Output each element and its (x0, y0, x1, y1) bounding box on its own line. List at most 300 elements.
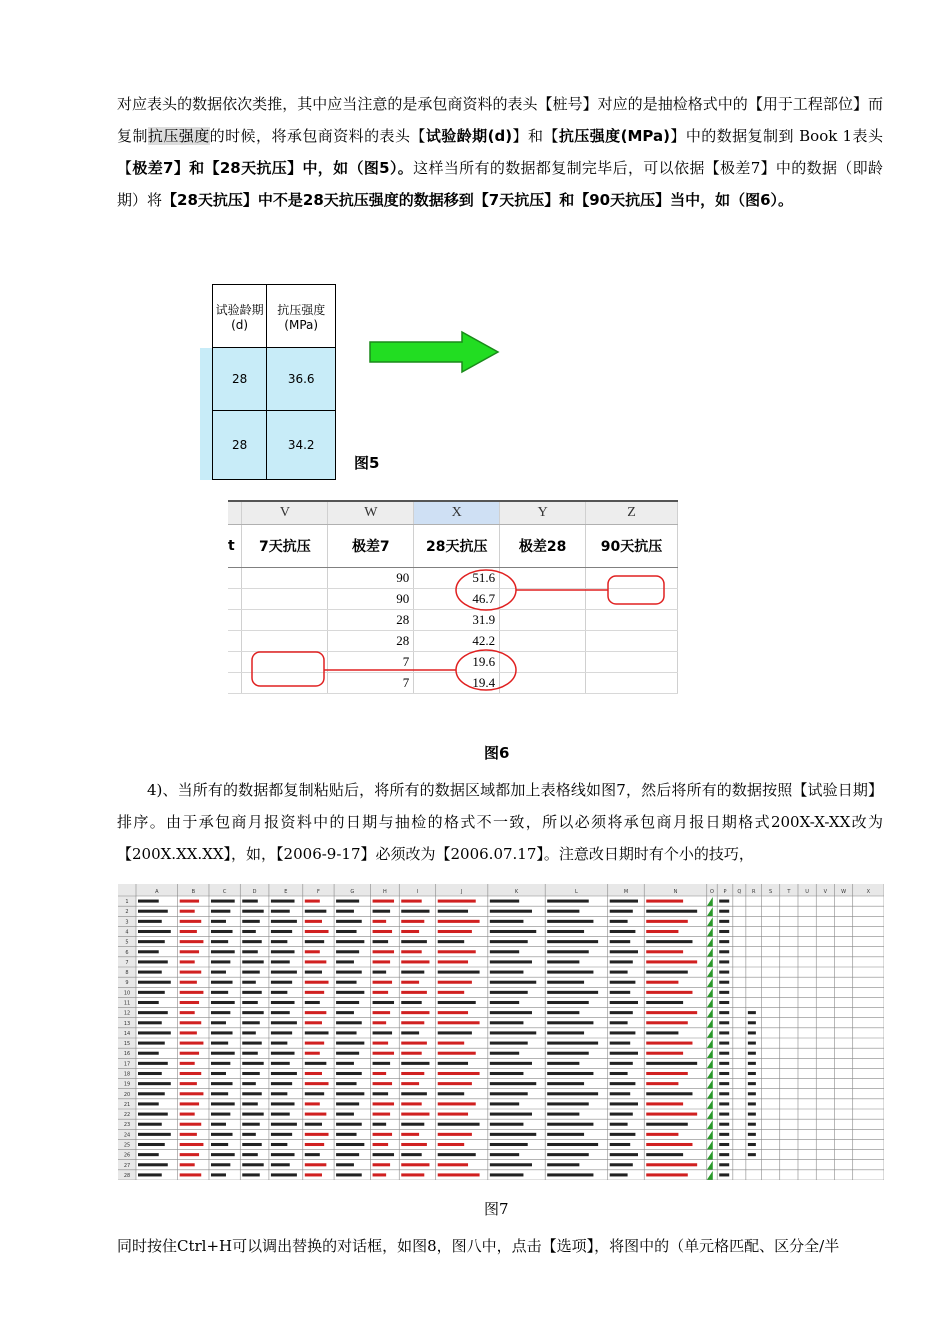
fig7-cell-text (401, 1062, 429, 1065)
fig7-cell-text (490, 1001, 519, 1004)
fig7-cell-text (180, 1042, 204, 1045)
para1-text-1: 对应表头的数据依次类推，其中应当注意的是承包商资料的表头【桩号】对应的是抽检格式中的【用于工程部位】而复制 (117, 95, 883, 145)
fig7-cell-text (610, 1173, 628, 1176)
fig6-annotations (228, 500, 678, 710)
fig7-cell-text (305, 940, 324, 943)
fig7-cell-text (271, 1123, 297, 1126)
fig7-cell-text (211, 1062, 230, 1065)
fig7-cell-text (305, 1062, 327, 1065)
fig7-cell-text (401, 930, 419, 933)
fig7-cell-text (490, 1011, 532, 1014)
fig7-cell-text (336, 1062, 354, 1065)
fig7-cell-text (547, 1001, 589, 1004)
fig7-cell-text (373, 1011, 391, 1014)
fig7-cell-text (610, 1001, 638, 1004)
fig7-cell-text (242, 1052, 258, 1055)
para1-text-7: 】中的数据复制到 Book 1表头【 (117, 127, 883, 177)
fig7-cell-text (748, 1042, 756, 1045)
fig7-cell-text (610, 1011, 633, 1014)
fig5-header-age: 试验龄期(d) (212, 285, 267, 348)
fig7-green-marker (707, 1130, 713, 1139)
fig7-cell-text (438, 930, 472, 933)
fig7-cell-text (547, 1153, 589, 1156)
fig7-cell-text (438, 1001, 476, 1004)
fig7-cell-text (242, 1113, 263, 1116)
fig7-row-number: 27 (123, 1162, 131, 1169)
fig7-cell-text (610, 981, 636, 984)
fig7-cell-text (438, 1133, 472, 1136)
fig7-row-number: 23 (123, 1122, 131, 1129)
fig7-cell-text (438, 920, 480, 923)
fig7-row-number: 7 (125, 959, 129, 966)
fig7-cell-text (610, 1123, 628, 1126)
fig7-cell-text (211, 1153, 235, 1156)
fig7-cell-text (305, 1072, 322, 1075)
fig7-cell-text (438, 1062, 468, 1065)
fig7-cell-text (547, 1092, 598, 1095)
fig6-field-header: 极差7 (328, 525, 414, 568)
fig7-cell-text (547, 1021, 593, 1024)
fig7-cell-text (180, 1021, 202, 1024)
fig7-green-marker (707, 1019, 713, 1028)
fig7-cell-text (373, 1021, 387, 1024)
fig7-cell-text (490, 971, 524, 974)
fig7-cell-text (490, 910, 532, 913)
figure-5-table (200, 284, 336, 474)
fig7-green-marker (707, 1039, 713, 1048)
fig7-col-letter: L (575, 889, 578, 895)
fig7-cell-text (336, 1052, 359, 1055)
fig7-cell-text (719, 991, 729, 994)
fig7-cell-text (373, 1031, 392, 1034)
fig7-cell-text (211, 1163, 230, 1166)
fig7-cell-text (373, 1153, 394, 1156)
fig7-green-marker (707, 1151, 713, 1160)
fig7-cell-text (180, 950, 199, 953)
fig7-cell-text (438, 1052, 476, 1055)
fig7-cell-text (271, 971, 297, 974)
fig7-cell-text (271, 930, 292, 933)
fig7-cell-text (547, 1072, 593, 1075)
fig7-cell-text (211, 1082, 233, 1085)
fig7-cell-text (336, 981, 356, 984)
fig6-circle-7 (456, 650, 516, 690)
fig7-cell-text (401, 971, 424, 974)
fig7-cell-text (336, 950, 359, 953)
fig7-cell-text (438, 1031, 472, 1034)
fig7-cell-text (610, 991, 630, 994)
fig7-green-marker (707, 1120, 713, 1129)
fig7-cell-text (180, 900, 199, 903)
fig7-cell-text (271, 981, 292, 984)
fig7-cell-text (373, 1082, 392, 1085)
fig7-cell-text (610, 1062, 633, 1065)
fig7-cell-text (646, 991, 692, 994)
fig7-cell-text (271, 910, 290, 913)
fig7-cell-text (646, 910, 697, 913)
fig7-cell-text (719, 1092, 729, 1095)
fig7-cell-text (610, 1021, 628, 1024)
fig7-cell-text (719, 930, 729, 933)
fig6-field-header: 极差28 (500, 525, 586, 568)
fig7-cell-text (271, 1102, 295, 1105)
fig7-cell-text (305, 1031, 329, 1034)
fig7-cell-text (748, 1082, 756, 1085)
fig7-cell-text (401, 910, 429, 913)
fig7-cell-text (271, 1001, 295, 1004)
fig7-cell-text (138, 910, 168, 913)
fig7-cell-text (271, 1052, 295, 1055)
fig7-cell-text (211, 1001, 235, 1004)
fig7-cell-text (138, 1052, 159, 1055)
fig7-cell-text (719, 940, 729, 943)
fig7-cell-text (401, 1143, 427, 1146)
para1-highlight: 抗压强度 (147, 127, 210, 145)
fig7-cell-text (719, 1052, 729, 1055)
fig7-row-number: 22 (123, 1112, 131, 1119)
fig7-cell-text (490, 981, 536, 984)
fig7-cell-text (180, 940, 204, 943)
fig7-cell-text (211, 940, 228, 943)
fig7-col-letter: U (805, 889, 809, 895)
fig7-cell-text (719, 950, 729, 953)
fig7-cell-text (373, 1062, 391, 1065)
fig7-cell-text (748, 1123, 756, 1126)
fig7-cell-text (271, 1153, 295, 1156)
fig7-cell-text (242, 1001, 258, 1004)
fig7-cell-text (547, 950, 589, 953)
fig7-cell-text (271, 1082, 292, 1085)
fig7-cell-text (180, 1123, 202, 1126)
fig7-cell-text (271, 940, 287, 943)
fig7-cell-text (401, 1052, 421, 1055)
fig7-cell-text (336, 1082, 356, 1085)
fig7-cell-text (490, 1062, 532, 1065)
fig7-cell-text (211, 1143, 228, 1146)
fig7-cell-text (305, 981, 329, 984)
fig7-cell-text (719, 981, 729, 984)
fig7-cell-text (401, 981, 419, 984)
fig7-cell-text (610, 1072, 628, 1075)
para1-bold-age: 试验龄期(d) (425, 127, 513, 145)
fig7-row-number: 17 (123, 1061, 131, 1068)
fig7-cell-text (373, 910, 391, 913)
fig7-cell-text (180, 1133, 197, 1136)
fig7-cell-text (180, 991, 204, 994)
fig7-green-marker (707, 1140, 713, 1149)
fig7-cell-text (242, 1082, 256, 1085)
fig7-cell-text (719, 1062, 729, 1065)
fig7-cell-text (610, 1052, 638, 1055)
fig7-cell-text (242, 1031, 256, 1034)
fig7-cell-text (719, 1143, 729, 1146)
fig7-cell-text (305, 1163, 327, 1166)
fig7-cell-text (373, 1133, 392, 1136)
fig7-cell-text (401, 1042, 427, 1045)
fig6-cell-x: 19.4 (414, 673, 500, 694)
fig7-cell-text (490, 1082, 536, 1085)
fig7-cell-text (138, 920, 162, 923)
paragraph-2 (117, 774, 883, 870)
paragraph-1 (117, 88, 883, 216)
fig7-cell-text (646, 1072, 688, 1075)
fig7-cell-text (242, 1042, 261, 1045)
fig7-cell-text (646, 1163, 697, 1166)
fig7-cell-text (242, 1173, 260, 1176)
fig5-stub (200, 411, 212, 480)
fig7-cell-text (180, 1143, 204, 1146)
fig7-row-number: 15 (123, 1041, 131, 1048)
fig7-cell-text (719, 1133, 729, 1136)
fig7-cell-text (401, 960, 429, 963)
fig6-cell-x: 31.9 (414, 610, 500, 631)
fig7-cell-text (547, 960, 579, 963)
fig7-cell-text (490, 1052, 519, 1055)
fig7-cell-text (748, 1113, 756, 1116)
fig7-cell-text (336, 910, 354, 913)
fig7-cell-text (401, 1113, 429, 1116)
fig7-cell-text (438, 950, 476, 953)
fig6-cell-x: 46.7 (414, 589, 500, 610)
arrow-shape (370, 332, 498, 372)
fig5-age-cell: 28 (212, 348, 267, 411)
fig7-cell-text (138, 981, 171, 984)
fig6-col-letter-selected: X (414, 502, 500, 525)
para1-bold-range: 极差7】和【28天抗压】中，如（图5）。 (132, 159, 414, 177)
fig7-cell-text (748, 1143, 756, 1146)
fig7-col-letter: T (787, 889, 791, 895)
fig7-cell-text (305, 1011, 327, 1014)
fig7-cell-text (610, 950, 638, 953)
fig7-cell-text (242, 950, 258, 953)
fig7-cell-text (305, 950, 320, 953)
fig7-col-letter: N (673, 889, 678, 895)
fig7-cell-text (401, 900, 421, 903)
fig7-cell-text (373, 1143, 389, 1146)
fig7-col-letter: I (416, 889, 419, 895)
fig6-col-letter: V (242, 502, 328, 525)
fig7-cell-text (271, 1092, 287, 1095)
fig7-cell-text (138, 1143, 165, 1146)
fig7-cell-text (242, 910, 263, 913)
fig7-cell-text (180, 1113, 195, 1116)
fig7-cell-text (138, 940, 165, 943)
fig7-cell-text (547, 1173, 593, 1176)
figure-6-spreadsheet (228, 500, 678, 710)
fig7-cell-text (242, 1102, 258, 1105)
fig7-cell-text (373, 981, 392, 984)
fig7-cell-text (401, 950, 421, 953)
fig7-cell-text (336, 940, 364, 943)
fig7-cell-text (211, 991, 228, 994)
fig7-cell-text (719, 1021, 729, 1024)
fig7-cell-text (610, 1092, 630, 1095)
fig7-cell-text (271, 1031, 292, 1034)
fig7-cell-text (438, 910, 468, 913)
fig7-cell-text (242, 940, 261, 943)
fig7-cell-text (138, 1031, 171, 1034)
fig7-cell-text (719, 1082, 729, 1085)
fig7-cell-text (211, 960, 230, 963)
fig7-cell-text (336, 930, 356, 933)
figure-7-caption: 图7 (484, 1200, 509, 1218)
fig7-cell-text (138, 1133, 171, 1136)
fig7-cell-text (646, 1133, 678, 1136)
fig7-cell-text (438, 1092, 464, 1095)
fig7-cell-text (305, 910, 327, 913)
fig7-row-number: 5 (125, 939, 129, 946)
fig7-cell-text (547, 1042, 598, 1045)
fig7-cell-text (180, 1011, 195, 1014)
fig7-green-marker (707, 897, 713, 906)
fig7-row-number: 13 (123, 1020, 131, 1027)
fig7-cell-text (271, 920, 297, 923)
fig7-cell-text (138, 1001, 159, 1004)
para1-text-9: 这样当所有的数据都复制完毕后，可以依据【极差7】中的数据（即龄期）将 (117, 159, 883, 209)
fig7-col-letter: X (866, 889, 871, 895)
fig7-green-marker (707, 958, 713, 967)
fig7-green-marker (707, 938, 713, 947)
fig7-cell-text (646, 981, 678, 984)
fig6-circle-90 (456, 570, 516, 610)
fig7-cell-text (748, 1011, 756, 1014)
fig7-row-number: 28 (123, 1172, 131, 1179)
fig7-green-marker (707, 1069, 713, 1078)
fig7-cell-text (610, 1031, 636, 1034)
fig7-green-marker (707, 1080, 713, 1089)
fig5-strength-cell: 36.6 (267, 348, 336, 411)
fig7-cell-text (305, 920, 322, 923)
fig7-cell-text (180, 1072, 202, 1075)
fig7-cell-text (438, 1173, 480, 1176)
fig7-cell-text (305, 900, 320, 903)
fig7-col-letter: E (284, 889, 288, 895)
fig7-cell-text (610, 930, 636, 933)
fig7-green-marker (707, 1090, 713, 1099)
fig7-cell-text (336, 1072, 362, 1075)
fig7-cell-text (271, 1021, 297, 1024)
fig7-cell-text (242, 1062, 263, 1065)
fig7-cell-text (180, 1052, 199, 1055)
fig7-cell-text (401, 1133, 419, 1136)
fig7-row-number: 25 (123, 1142, 131, 1149)
figure-5-caption: 图5 (354, 454, 380, 472)
fig7-cell-text (271, 960, 290, 963)
fig7-cell-text (610, 1102, 638, 1105)
fig7-row-number: 18 (123, 1071, 131, 1078)
fig7-cell-text (646, 940, 692, 943)
fig7-cell-text (180, 1102, 199, 1105)
fig6-field-header: 7天抗压 (242, 525, 328, 568)
fig7-cell-text (373, 1113, 391, 1116)
fig7-cell-text (305, 1042, 324, 1045)
fig7-cell-text (438, 1153, 476, 1156)
figure-6-caption: 图6 (484, 744, 510, 762)
fig7-cell-text (305, 1153, 320, 1156)
fig7-cell-text (401, 1072, 424, 1075)
fig7-cell-text (271, 900, 295, 903)
fig7-cell-text (138, 1092, 165, 1095)
fig7-cell-text (242, 1021, 260, 1024)
fig7-cell-text (138, 900, 159, 903)
fig7-cell-text (336, 1133, 356, 1136)
fig7-cell-text (719, 1123, 729, 1126)
fig7-cell-text (373, 1052, 394, 1055)
fig7-cell-text (242, 900, 258, 903)
fig7-col-letter: W (841, 889, 847, 895)
fig6-cell-x: 51.6 (414, 568, 500, 589)
fig7-cell-text (490, 1092, 528, 1095)
fig6-cell-w: 90 (328, 568, 414, 589)
fig7-cell-text (211, 950, 235, 953)
fig7-cell-text (138, 1153, 159, 1156)
fig7-row-number: 26 (123, 1152, 131, 1159)
fig7-cell-text (271, 1173, 297, 1176)
fig7-cell-text (242, 1153, 258, 1156)
fig7-cell-text (242, 971, 260, 974)
fig7-cell-text (401, 1021, 424, 1024)
fig7-cell-text (490, 1143, 528, 1146)
fig7-cell-text (646, 1021, 688, 1024)
fig7-green-marker (707, 998, 713, 1007)
fig7-cell-text (336, 1123, 362, 1126)
fig7-cell-text (610, 1143, 630, 1146)
fig6-field-header: 28天抗压 (414, 525, 500, 568)
fig7-cell-text (305, 971, 322, 974)
fig7-cell-text (305, 1173, 322, 1176)
fig7-cell-text (336, 971, 362, 974)
fig7-cell-text (438, 1072, 480, 1075)
fig7-cell-text (401, 920, 424, 923)
fig7-cell-text (610, 971, 628, 974)
fig7-cell-text (271, 1042, 287, 1045)
fig7-col-letter: O (710, 889, 714, 895)
fig7-cell-text (138, 1123, 162, 1126)
fig7-cell-text (401, 1102, 421, 1105)
fig7-row-number: 11 (123, 1000, 131, 1007)
fig6-cell-w: 90 (328, 589, 414, 610)
fig7-cell-text (305, 930, 329, 933)
fig7-cell-text (438, 1123, 480, 1126)
fig7-cell-text (138, 991, 165, 994)
fig7-cell-text (373, 940, 389, 943)
fig7-green-marker (707, 1029, 713, 1038)
fig7-row-number: 14 (123, 1030, 131, 1037)
fig7-cell-text (211, 1021, 226, 1024)
fig7-cell-text (490, 1021, 524, 1024)
fig7-cell-text (438, 981, 472, 984)
fig7-cell-text (719, 1113, 729, 1116)
fig7-cell-text (305, 1052, 320, 1055)
fig7-cell-text (180, 930, 197, 933)
fig7-cell-text (438, 1021, 480, 1024)
para1-bold-move: 【28天抗压】中不是28天抗压强度的数据移到【7天抗压】和【90天抗压】当中，如（图6）。 (162, 191, 794, 209)
fig7-cell-text (547, 920, 593, 923)
fig7-cell-text (138, 930, 171, 933)
fig7-cell-text (719, 920, 729, 923)
fig7-cell-text (646, 1052, 683, 1055)
fig7-row-number: 9 (125, 980, 129, 987)
fig7-cell-text (305, 1123, 322, 1126)
fig7-cell-text (547, 1062, 579, 1065)
fig7-cell-text (180, 1082, 197, 1085)
fig5-strength-cell: 34.2 (267, 411, 336, 480)
fig7-cell-text (719, 910, 729, 913)
fig7-cell-text (547, 1163, 579, 1166)
fig6-cell-x: 42.2 (414, 631, 500, 652)
fig6-target-7 (252, 652, 324, 686)
fig7-cell-text (547, 1052, 589, 1055)
